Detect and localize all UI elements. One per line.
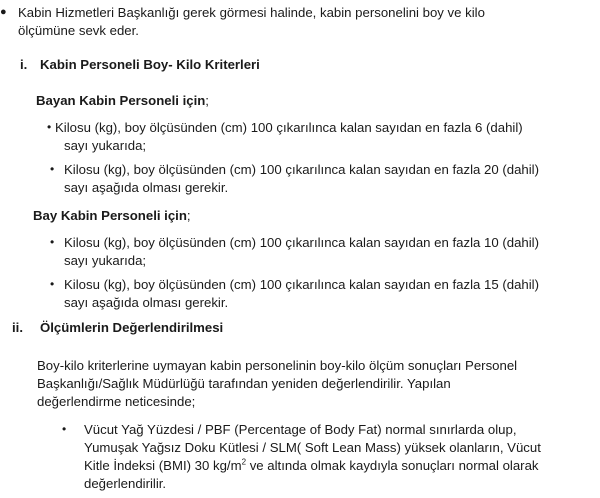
list-item xyxy=(0,418,600,498)
female-item-1-line-1: Kilosu (kg), boy ölçüsünden (cm) 100 çıkarılınca kalan sayıdan en fazla 6 (dahil) xyxy=(55,120,523,135)
intro-line-2: ölçümüne sevk eder. xyxy=(18,23,139,38)
bullet-icon: • xyxy=(62,422,67,436)
paragraph-line-2: Başkanlığı/Sağlık Müdürlüğü tarafından yeniden değerlendirilir. Yapılan xyxy=(37,376,451,391)
female-item-1-line-2: sayı yukarıda; xyxy=(64,138,147,153)
list-item xyxy=(0,232,600,270)
list-item xyxy=(0,274,600,312)
paragraph-line-1: Boy-kilo kriterlerine uymayan kabin personelinin boy-kilo ölçüm sonuçları Personel xyxy=(37,358,518,373)
section-1-title: Kabin Personeli Boy- Kilo Kriterleri xyxy=(40,57,260,72)
intro-item xyxy=(0,0,600,40)
bullet-icon: • xyxy=(50,235,55,249)
male-heading xyxy=(33,206,191,225)
section-2-title: Ölçümlerin Değerlendirilmesi xyxy=(40,320,224,335)
female-heading xyxy=(36,91,209,110)
section-2-paragraph xyxy=(0,354,600,412)
female-heading-tail: ; xyxy=(205,93,209,108)
bodyfat-line-4: değerlendirilir. xyxy=(84,476,167,491)
bullet-icon: ● xyxy=(0,6,7,18)
bullet-icon: • xyxy=(47,120,52,134)
bodyfat-line-2: Yumuşak Yağsız Doku Kütlesi / SLM( Soft Lean Mass) yüksek olanların, Vücut xyxy=(84,440,541,455)
bodyfat-line-3 xyxy=(84,456,584,475)
bmi-text-tail: ve altında olmak kaydıyla sonuçları normal olarak xyxy=(246,458,539,473)
bmi-superscript: 2 xyxy=(241,457,247,467)
male-heading-tail: ; xyxy=(186,208,191,223)
bullet-icon: • xyxy=(50,162,55,176)
female-item-2-line-1: Kilosu (kg), boy ölçüsünden (cm) 100 çıkarılınca kalan sayıdan en fazla 20 (dahil) xyxy=(64,162,539,177)
bullet-icon: • xyxy=(50,277,55,291)
intro-line-1: Kabin Hizmetleri Başkanlığı gerek görmesi halinde, kabin personelini boy ve kilo xyxy=(18,5,485,20)
paragraph-line-3: değerlendirme neticesinde; xyxy=(37,394,196,409)
female-item-2-line-2: sayı aşağıda olması gerekir. xyxy=(64,180,229,195)
list-item xyxy=(0,117,600,155)
male-heading-label: Bay Kabin Personeli için xyxy=(33,208,187,223)
male-item-2-line-1: Kilosu (kg), boy ölçüsünden (cm) 100 çıkarılınca kalan sayıdan en fazla 15 (dahil) xyxy=(64,277,539,292)
bmi-text: Kitle İndeksi (BMI) 30 kg/m xyxy=(84,458,242,473)
female-heading-label: Bayan Kabin Personeli için xyxy=(36,93,206,108)
bodyfat-line-1: Vücut Yağ Yüzdesi / PBF (Percentage of Body Fat) normal sınırlarda olup, xyxy=(84,422,517,437)
list-item xyxy=(0,159,600,197)
section-1-number: i. xyxy=(20,57,28,72)
section-2-number: ii. xyxy=(12,320,23,335)
male-item-1-line-1: Kilosu (kg), boy ölçüsünden (cm) 100 çıkarılınca kalan sayıdan en fazla 10 (dahil) xyxy=(64,235,539,250)
male-item-1-line-2: sayı yukarıda; xyxy=(64,253,147,268)
male-item-2-line-2: sayı aşağıda olması gerekir. xyxy=(64,295,229,310)
